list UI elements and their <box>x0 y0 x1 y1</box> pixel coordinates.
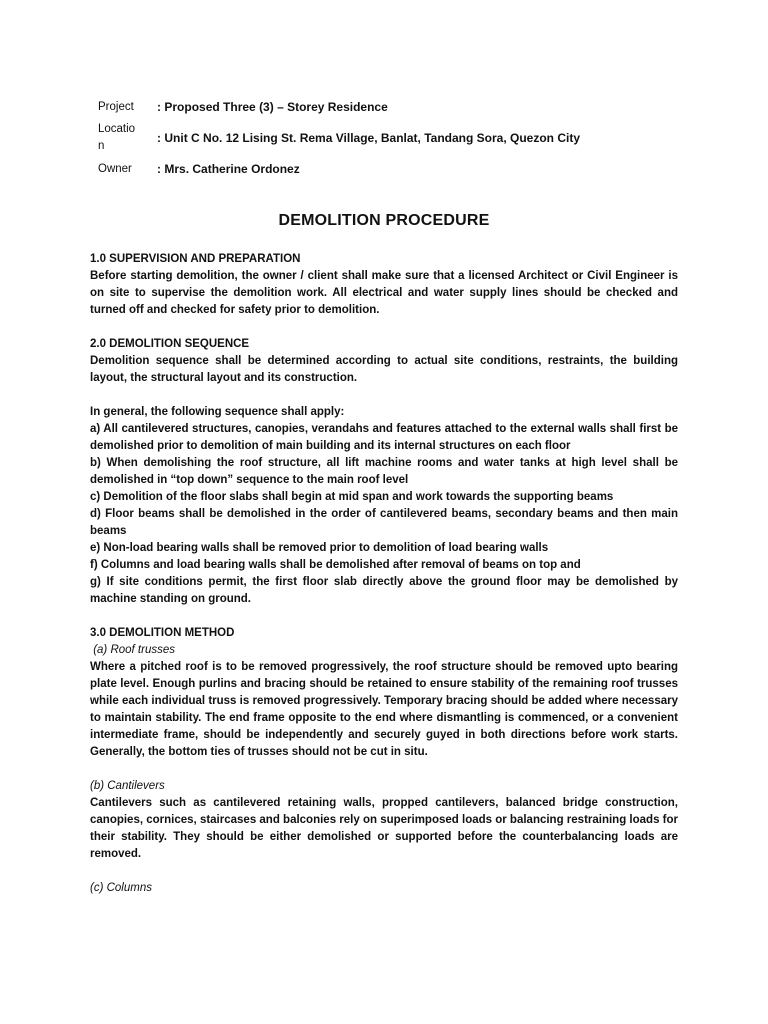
section-heading: 3.0 DEMOLITION METHOD <box>90 627 235 639</box>
section-supervision <box>90 251 678 319</box>
sequence-intro: In general, the following sequence shall apply: <box>90 406 345 418</box>
sequence-item: f) Columns and load bearing walls shall be demolished after removal of beams on top and <box>90 559 581 571</box>
spacer <box>90 863 678 880</box>
spacer <box>90 608 678 625</box>
section-body: Demolition sequence shall be determined according to actual site conditions, restraints, the building layout, the structural layout and its construction. <box>90 355 678 384</box>
subsection-title-cantilevers: (b) Cantilevers <box>90 780 165 792</box>
sequence-item: e) Non-load bearing walls shall be removed prior to demolition of load bearing walls <box>90 542 549 554</box>
section-heading: 2.0 DEMOLITION SEQUENCE <box>90 338 250 350</box>
location-row <box>90 120 580 156</box>
subsection-body-cantilevers: Cantilevers such as cantilevered retaining walls, propped cantilevers, balanced bridge construction, canopies, cornices, staircases and balconies rely on superimposed loads or balancing restraining loads for their stability. They should be either demolished or supported before the counterbalancing loads are removed. <box>90 797 678 860</box>
project-value: : Proposed Three (3) – Storey Residence <box>157 99 388 114</box>
document-title: DEMOLITION PROCEDURE <box>278 212 490 229</box>
spacer <box>90 761 678 778</box>
subsection-title-columns: (c) Columns <box>90 882 152 894</box>
spacer <box>90 387 678 404</box>
sequence-item: d) Floor beams shall be demolished in the order of cantilevered beams, secondary beams and then main beams <box>90 508 678 537</box>
project-info-table <box>90 94 580 182</box>
owner-label: Owner <box>98 162 132 175</box>
sequence-item: g) If site conditions permit, the first floor slab directly above the ground floor may be demolished by machine standing on ground. <box>90 576 678 605</box>
sequence-item: c) Demolition of the floor slabs shall begin at mid span and work towards the supporting beams <box>90 491 614 503</box>
section-body: Before starting demolition, the owner / client shall make sure that a licensed Architect or Civil Engineer is on site to supervise the demolition work. All electrical and water supply lines should be checked and turned off and checked for safety prior to demolition. <box>90 270 678 316</box>
owner-row <box>90 156 580 182</box>
spacer <box>90 319 678 336</box>
sequence-item: a) All cantilevered structures, canopies, verandahs and features attached to the external walls shall first be demolished prior to demolition of main building and its internal structures on each floor <box>90 423 678 452</box>
section-heading: 1.0 SUPERVISION AND PREPARATION <box>90 253 301 265</box>
sequence-item: b) When demolishing the roof structure, all lift machine rooms and water tanks at high level shall be demolished in “top down” sequence to the main roof level <box>90 457 678 486</box>
section-sequence <box>90 336 678 608</box>
section-method <box>90 625 678 897</box>
project-row <box>90 94 580 120</box>
location-label: Locatio n <box>98 123 136 152</box>
subsection-title-roof-trusses: (a) Roof trusses <box>90 644 175 656</box>
owner-value: : Mrs. Catherine Ordonez <box>157 161 300 176</box>
project-label: Project <box>98 100 134 113</box>
location-value: : Unit C No. 12 Lising St. Rema Village, Banlat, Tandang Sora, Quezon City <box>157 130 580 145</box>
subsection-body-roof-trusses: Where a pitched roof is to be removed progressively, the roof structure should be removed upto bearing plate level. Enough purlins and bracing should be retained to ensure stability of the remaining roof trusses while each individual truss is removed progressively. Temporary bracing should be added where necessary to maintain stability. The end frame opposite to the end where dismantling is commenced, or a convenient intermediate frame, should be independently and securely guyed in both directions before work starts. Generally, the bottom ties of trusses should not be cut in situ. <box>90 661 678 758</box>
